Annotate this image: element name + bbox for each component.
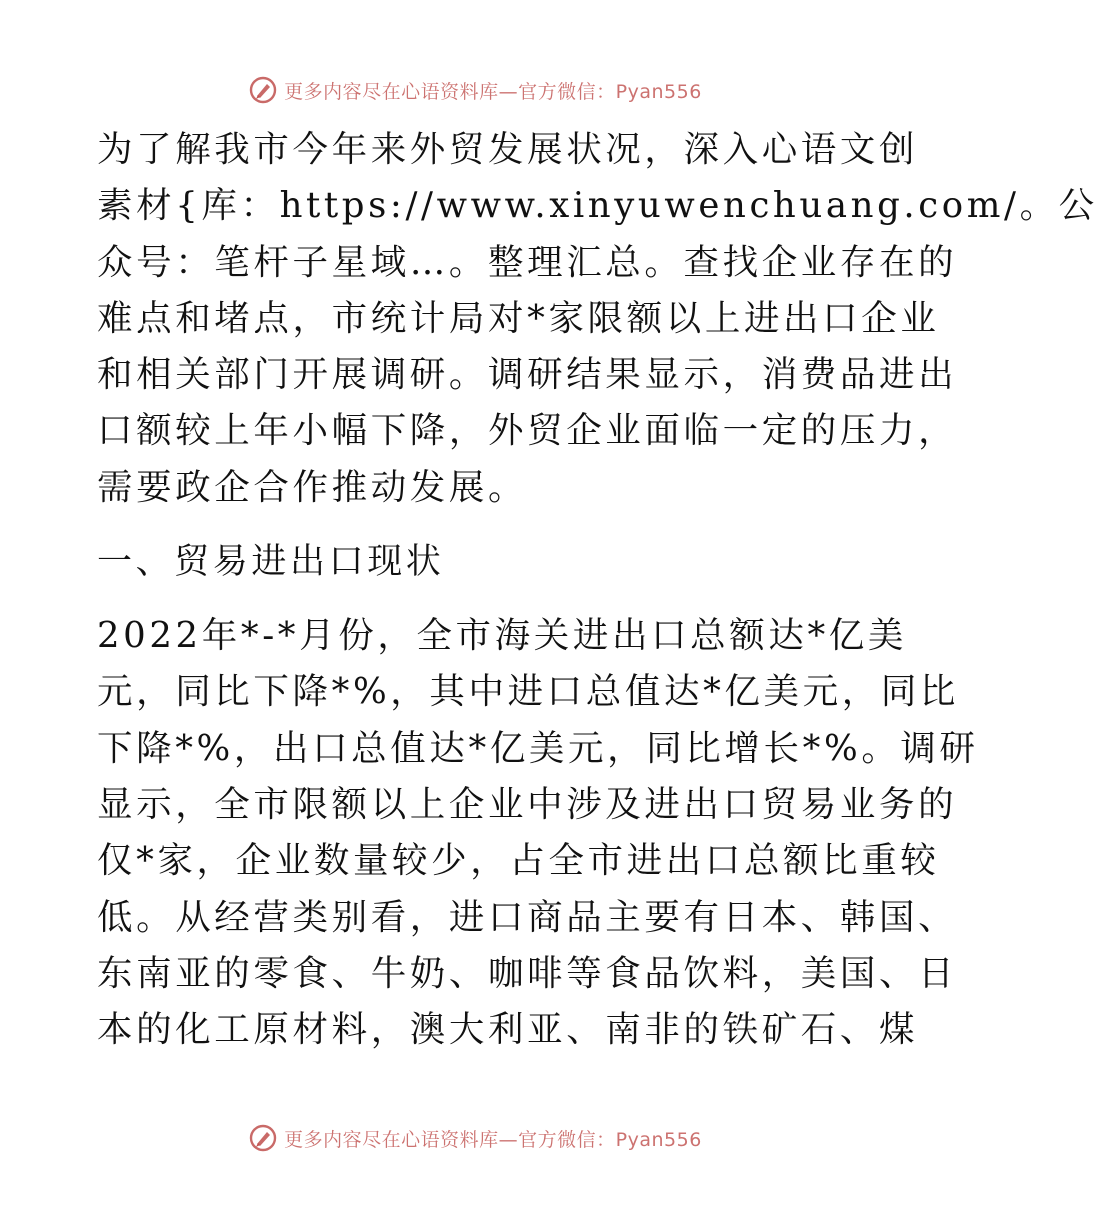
document-body — [97, 122, 1098, 1058]
text-line: 为了解我市今年来外贸发展状况，深入心语文创 — [97, 129, 919, 170]
text-line: 2022年*-*月份，全市海关进出口总额达*亿美 — [97, 615, 907, 657]
header-watermark-banner — [0, 70, 950, 110]
section-paragraph — [97, 608, 979, 1058]
text-line: 和相关部门开展调研。调研结果显示，消费品进出 — [97, 354, 958, 396]
text-line: 需要政企合作推动发展。 — [97, 466, 528, 508]
text-line: 口额较上年小幅下降，外贸企业面临一定的压力， — [97, 410, 958, 452]
text-line: 仅*家，企业数量较少，占全市进出口总额比重较 — [97, 840, 940, 882]
text-line: 素材{库：https://www.xinyuwenchuang.com/。公 — [97, 185, 1098, 227]
text-line: 低。从经营类别看，进口商品主要有日本、韩国、 — [97, 896, 958, 938]
footer-watermark-banner — [0, 1118, 950, 1158]
text-line: 东南亚的零食、牛奶、咖啡等食品饮料，美国、日 — [97, 952, 958, 994]
watermark-text: 更多内容尽在心语资料库—官方微信：Pyan556 — [284, 80, 702, 103]
text-line: 众号：笔杆子星域…。整理汇总。查找企业存在的 — [97, 241, 958, 283]
text-line: 显示，全市限额以上企业中涉及进出口贸易业务的 — [97, 783, 958, 825]
pen-logo-icon — [248, 75, 278, 105]
section-heading: 一、贸易进出口现状 — [97, 542, 445, 583]
watermark-text: 更多内容尽在心语资料库—官方微信：Pyan556 — [284, 1128, 702, 1151]
pen-logo-icon — [248, 1123, 278, 1153]
text-line: 本的化工原材料，澳大利亚、南非的铁矿石、煤 — [97, 1009, 919, 1051]
text-line: 难点和堵点，市统计局对*家限额以上进出口企业 — [97, 297, 940, 339]
text-line: 元，同比下降*%，其中进口总值达*亿美元，同比 — [97, 671, 960, 713]
intro-paragraph — [97, 122, 1098, 516]
text-line: 下降*%，出口总值达*亿美元，同比增长*%。调研 — [97, 727, 979, 769]
